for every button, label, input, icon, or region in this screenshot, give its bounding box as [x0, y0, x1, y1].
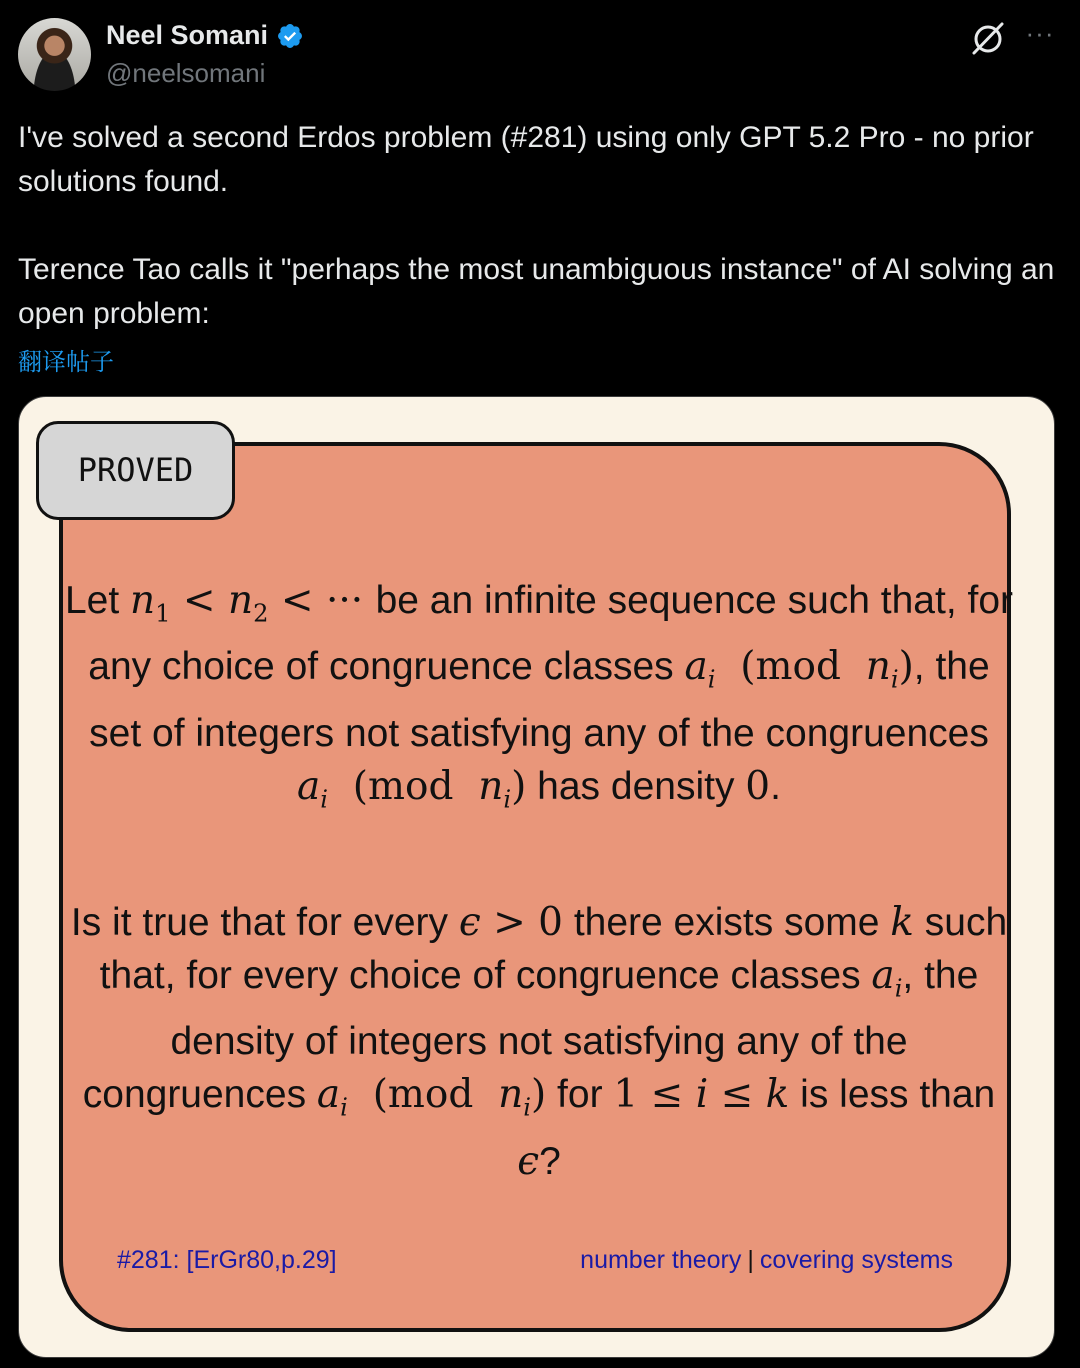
problem-reference[interactable]: #281: [ErGr80,p.29]	[117, 1246, 337, 1274]
author-name[interactable]: Neel Somani	[106, 20, 269, 50]
grok-icon[interactable]	[968, 18, 1008, 58]
tweet-line-1: I've solved a second Erdos problem (#281) using only GPT 5.2 Pro - no prior solutions found.	[18, 121, 1034, 198]
tweet-text	[18, 116, 1058, 336]
author-handle[interactable]: @neelsomani	[106, 58, 266, 88]
problem-number[interactable]: #281	[117, 1246, 173, 1274]
more-icon[interactable]: ···	[1025, 18, 1055, 48]
tag-number-theory[interactable]: number theory	[580, 1246, 742, 1274]
avatar[interactable]	[18, 18, 91, 91]
verified-badge-icon	[276, 22, 304, 50]
translate-post-link[interactable]: 翻译帖子	[18, 348, 114, 376]
statement-1: Let $n_1 < n_2$ < ··· be an infinite sequence such that, for any choice of congruence classes $a_i$ (mod $n_i$), the set of integers not satisfying any of the congruences $a_i$ (mod $n_i$) has density 0.	[64, 578, 1014, 814]
author-row	[106, 20, 304, 51]
proved-badge: PROVED	[36, 421, 235, 520]
reference-link[interactable]: [ErGr80,p.29]	[186, 1246, 337, 1274]
tag-separator: |	[747, 1246, 754, 1274]
problem-panel	[59, 442, 1014, 1332]
statement-2: Is it true that for every ϵ > 0 there exists some k such that, for every choice of congruence classes $a_i$, the density of integers not satisfying any of the congruences $a_i$ (mod $n_i$) for 1 ≤ i ≤ k is less than ϵ?	[70, 900, 1008, 1184]
tweet-line-2: Terence Tao calls it "perhaps the most unambiguous instance" of AI solving an open problem:	[18, 253, 1055, 330]
media-card[interactable]	[18, 396, 1055, 1358]
tag-covering-systems[interactable]: covering systems	[759, 1246, 953, 1274]
problem-tags	[580, 1246, 953, 1275]
